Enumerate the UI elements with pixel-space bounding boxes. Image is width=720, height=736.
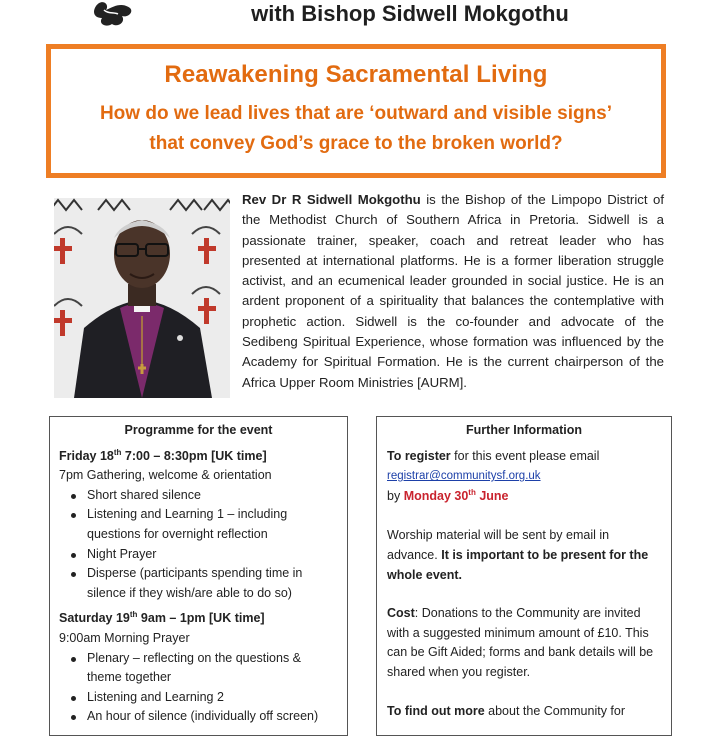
bishop-photo	[54, 198, 230, 398]
list-item: Disperse (participants spending time in silence if they wish/are able to do so)	[87, 564, 338, 603]
register-paragraph: To register for this event please email registrar@communitysf.org.uk by Monday 30th June	[387, 448, 600, 503]
worship-paragraph: Worship material will be sent by email in advance. It is important to be present for the whole event.	[387, 528, 649, 582]
saturday-intro: 9:00am Morning Prayer	[59, 630, 190, 645]
event-question-line-2: that convey God’s grace to the broken world?	[149, 133, 563, 154]
list-item: Plenary – reflecting on the questions & theme together	[87, 649, 338, 688]
info-title: Further Information	[466, 423, 582, 437]
saturday-list	[59, 649, 338, 727]
registrar-email-link[interactable]: registrar@communitysf.org.uk	[387, 470, 541, 483]
event-question-line-1: How do we lead lives that are ‘outward and visible signs’	[99, 103, 613, 124]
saturday-heading: Saturday 19th 9am – 1pm [UK time]	[59, 610, 265, 626]
bishop-name: Rev Dr R Sidwell Mokgothu	[242, 192, 421, 207]
programme-title: Programme for the event	[124, 423, 273, 437]
list-item: Night Prayer	[87, 545, 338, 565]
friday-heading: Friday 18th 7:00 – 8:30pm [UK time]	[59, 447, 267, 463]
bishop-biography	[242, 190, 664, 393]
bio-text: is the Bishop of the Limpopo District of the Methodist Church of Southern Africa in Pretoria. Sidwell is a passionate trainer, speaker, coach and retreat leader who has presented at international platforms. He is a former liberation struggle activist, and an ecumenical leader grounded in social justice. He is an ardent proponent of a spirituality that balances the contemplative with prophetic action. Sidwell is the co-founder and advocate of the Sedibeng Spiritual Experience, whose formation was influenced by the Academy for Spiritual Formation. He is the current chairperson of the Africa Upper Room Ministries [AURM].	[242, 192, 664, 390]
register-label: To register	[387, 448, 451, 463]
title-banner	[46, 44, 666, 178]
list-item: An hour of silence (individually off screen)	[87, 707, 338, 727]
list-item: Listening and Learning 1 – including questions for overnight reflection	[87, 505, 338, 544]
friday-intro: 7pm Gathering, welcome & orientation	[59, 468, 272, 483]
further-information-box	[376, 416, 672, 736]
event-subtitle-header: with Bishop Sidwell Mokgothu	[251, 1, 569, 26]
list-item: Short shared silence	[87, 486, 338, 506]
friday-list	[59, 486, 338, 604]
programme-box	[49, 416, 348, 736]
event-title: Reawakening Sacramental Living	[164, 61, 548, 88]
cost-paragraph: Cost: Donations to the Community are invited with a suggested minimum amount of £10. This can be Gift Aided; forms and bank details will be shared when you register.	[387, 606, 654, 679]
list-item: Listening and Learning 2	[87, 688, 338, 708]
more-info-paragraph: To find out more about the Community for	[387, 703, 626, 718]
event-question	[51, 99, 661, 159]
deadline: Monday 30th June	[403, 487, 509, 503]
